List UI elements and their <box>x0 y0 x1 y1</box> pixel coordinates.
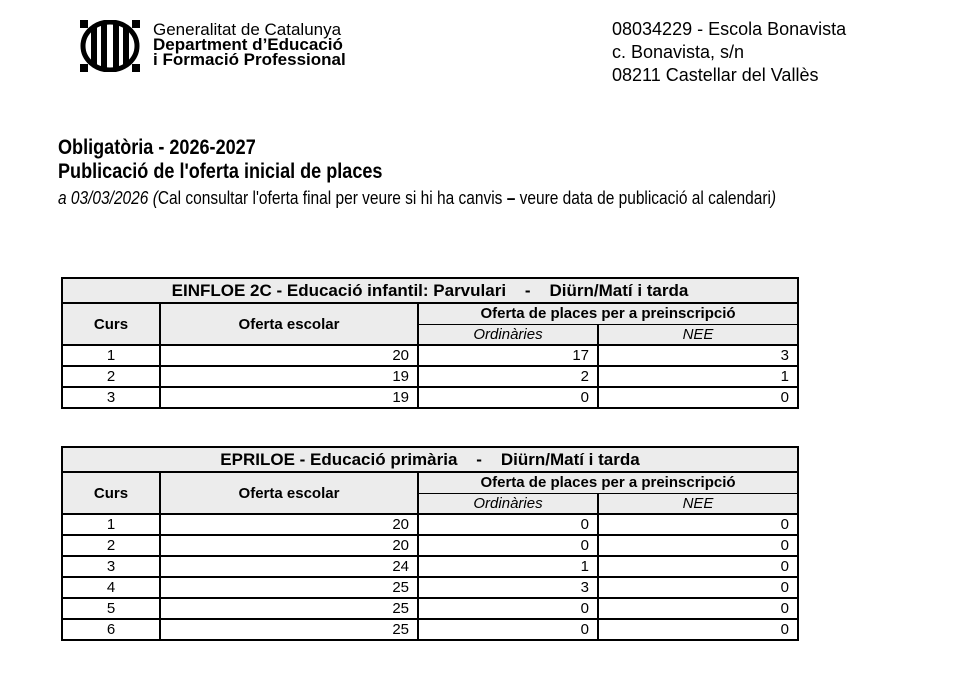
col-oferta-places: Oferta de places per a preinscripció <box>418 472 798 493</box>
col-oferta-escolar: Oferta escolar <box>160 472 418 514</box>
table-title: EINFLOE 2C - Educació infantil: Parvulari - Diürn/Matí i tarda <box>62 278 798 303</box>
page-subtitle: Publicació de l'oferta inicial de places <box>58 160 383 183</box>
table-row <box>62 514 798 535</box>
school-city: 08211 Castellar del Vallès <box>612 65 819 85</box>
publication-date: a 03/03/2026 <box>58 188 149 208</box>
cell-nee: 3 <box>598 345 798 366</box>
generalitat-logo <box>80 20 140 72</box>
cell-oferta: 24 <box>160 556 418 577</box>
publication-note <box>58 187 776 209</box>
cell-nee: 1 <box>598 366 798 387</box>
cell-ordinaries: 0 <box>418 619 598 640</box>
cell-nee: 0 <box>598 619 798 640</box>
cell-nee: 0 <box>598 387 798 408</box>
col-nee: NEE <box>598 493 798 514</box>
col-ordinaries: Ordinàries <box>418 324 598 345</box>
paren-open: ( <box>152 188 158 208</box>
note-dash: – <box>506 188 516 208</box>
cell-curs: 2 <box>62 535 160 556</box>
cell-nee: 0 <box>598 535 798 556</box>
org-name <box>153 22 346 67</box>
cell-oferta: 25 <box>160 598 418 619</box>
cell-oferta: 25 <box>160 619 418 640</box>
cell-oferta: 19 <box>160 366 418 387</box>
org-line-3: i Formació Professional <box>153 50 346 69</box>
table-row <box>62 387 798 408</box>
table-row <box>62 556 798 577</box>
col-curs: Curs <box>62 303 160 345</box>
org-line-1: Generalitat de Catalunya <box>153 20 342 39</box>
cell-oferta: 20 <box>160 535 418 556</box>
col-curs: Curs <box>62 472 160 514</box>
org-line-2: Department d’Educació <box>153 35 343 54</box>
cell-nee: 0 <box>598 577 798 598</box>
table-epriloe <box>61 446 799 641</box>
table-einfloe <box>61 277 799 409</box>
table-row <box>62 366 798 387</box>
cell-curs: 1 <box>62 514 160 535</box>
cell-ordinaries: 1 <box>418 556 598 577</box>
school-address: c. Bonavista, s/n <box>612 42 745 62</box>
cell-nee: 0 <box>598 598 798 619</box>
note-text-2: veure data de publicació al calendari <box>515 188 771 208</box>
table-row <box>62 598 798 619</box>
col-oferta-places: Oferta de places per a preinscripció <box>418 303 798 324</box>
col-oferta-escolar: Oferta escolar <box>160 303 418 345</box>
school-code-name: 08034229 - Escola Bonavista <box>612 19 847 39</box>
cell-ordinaries: 0 <box>418 514 598 535</box>
table-row <box>62 345 798 366</box>
cell-curs: 2 <box>62 366 160 387</box>
cell-ordinaries: 3 <box>418 577 598 598</box>
paren-close: ) <box>770 188 777 208</box>
cell-curs: 3 <box>62 387 160 408</box>
cell-oferta: 19 <box>160 387 418 408</box>
cell-ordinaries: 0 <box>418 598 598 619</box>
cell-nee: 0 <box>598 514 798 535</box>
school-info <box>612 18 846 87</box>
cell-ordinaries: 17 <box>418 345 598 366</box>
table-row <box>62 577 798 598</box>
cell-ordinaries: 2 <box>418 366 598 387</box>
cell-oferta: 20 <box>160 514 418 535</box>
table-row <box>62 619 798 640</box>
cell-curs: 3 <box>62 556 160 577</box>
cell-ordinaries: 0 <box>418 387 598 408</box>
col-nee: NEE <box>598 324 798 345</box>
table-title: EPRILOE - Educació primària - Diürn/Matí i tarda <box>62 447 798 472</box>
col-ordinaries: Ordinàries <box>418 493 598 514</box>
cell-oferta: 20 <box>160 345 418 366</box>
cell-ordinaries: 0 <box>418 535 598 556</box>
cell-curs: 1 <box>62 345 160 366</box>
cell-nee: 0 <box>598 556 798 577</box>
table-row <box>62 535 798 556</box>
note-text: Cal consultar l'oferta final per veure si hi ha canvis <box>157 188 507 208</box>
cell-curs: 4 <box>62 577 160 598</box>
cell-curs: 6 <box>62 619 160 640</box>
cell-oferta: 25 <box>160 577 418 598</box>
cell-curs: 5 <box>62 598 160 619</box>
page-title: Obligatòria - 2026-2027 <box>58 136 256 159</box>
